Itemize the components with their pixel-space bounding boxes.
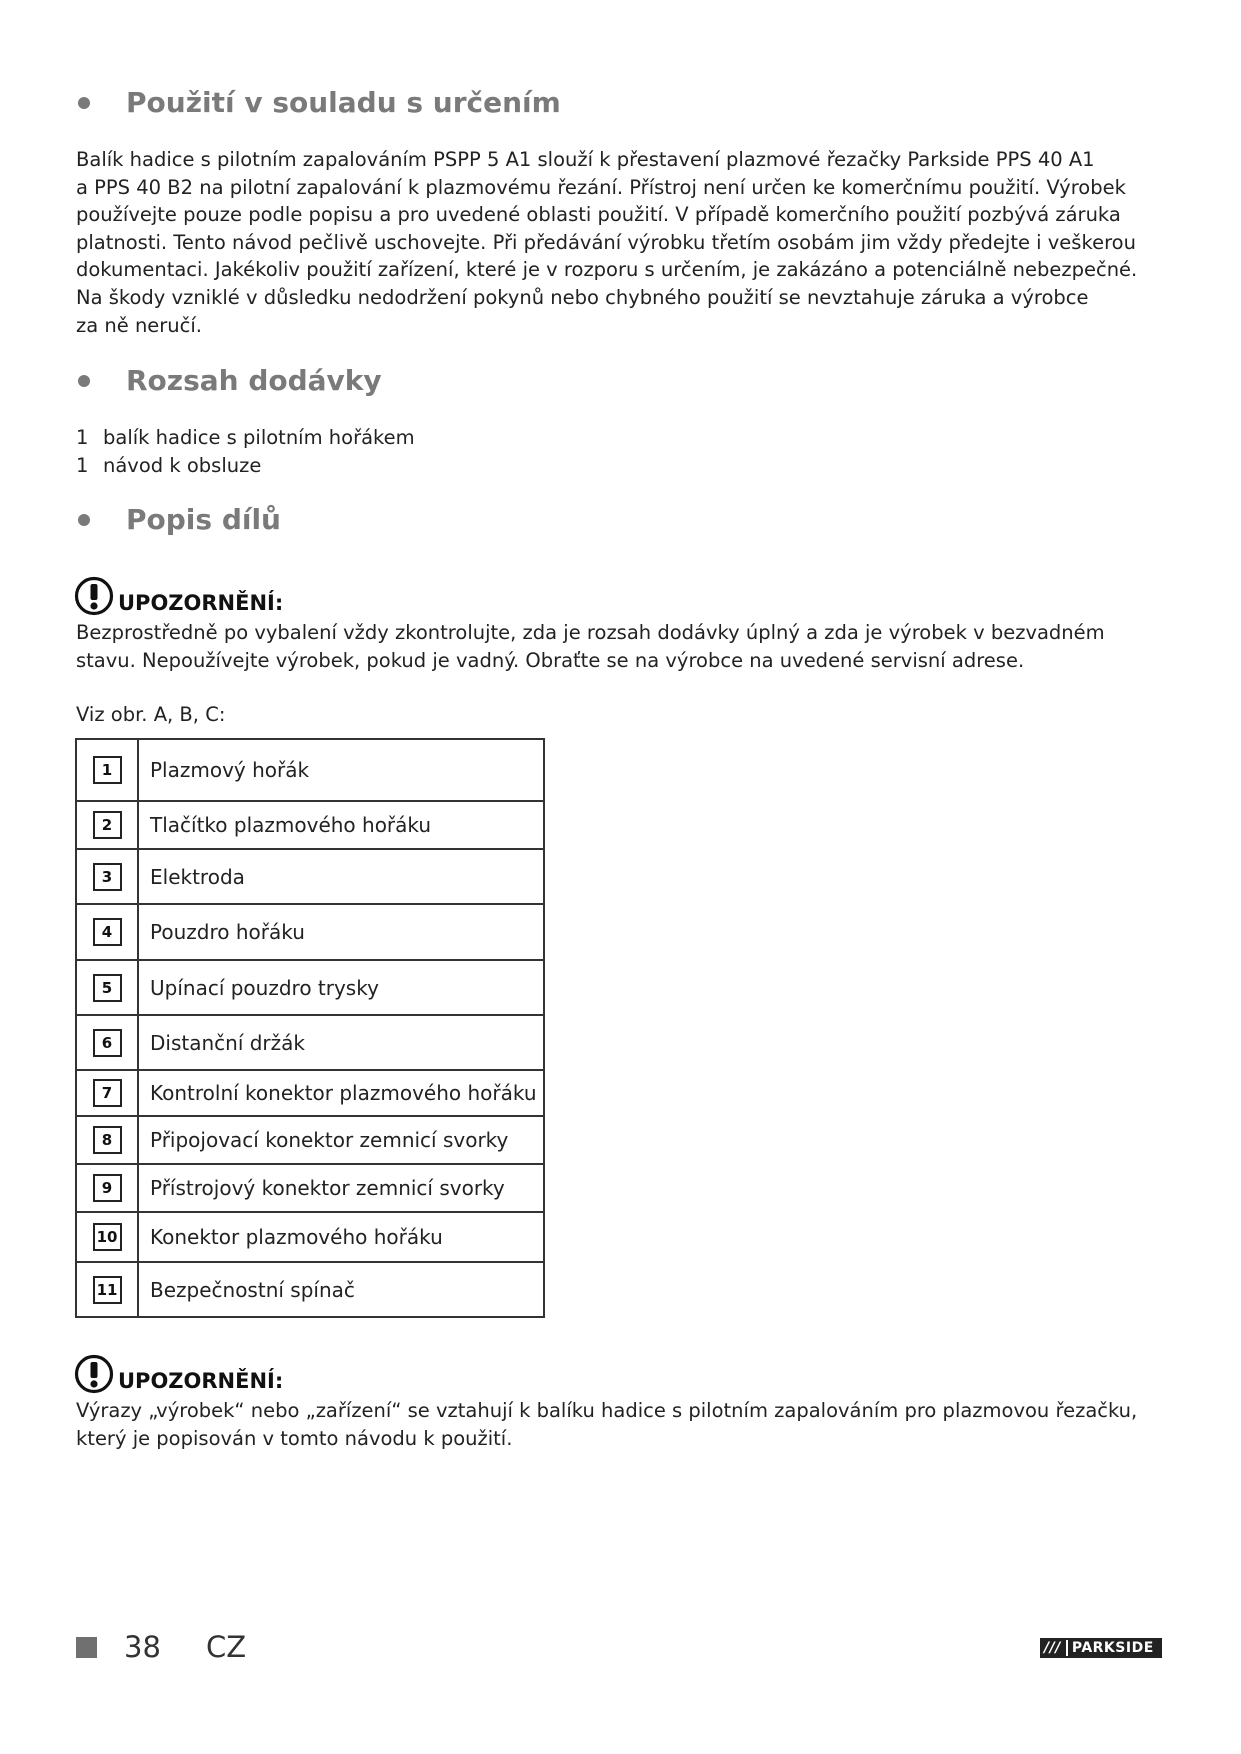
bullet-icon [78, 97, 90, 109]
part-label: Konektor plazmového hořáku [138, 1212, 544, 1262]
part-number-cell [76, 801, 138, 849]
part-number-cell [76, 1212, 138, 1262]
footer-square-icon [76, 1637, 97, 1658]
parts-table [75, 738, 545, 1318]
heading-text: Popis dílů [126, 503, 281, 536]
part-label: Upínací pouzdro trysky [138, 960, 544, 1015]
part-number-cell [76, 1070, 138, 1116]
figure-reference: Viz obr. A, B, C: [76, 703, 226, 726]
warning-exclamation-icon [74, 576, 114, 616]
warning-exclamation-icon [74, 1354, 114, 1394]
warning-text [76, 1397, 1166, 1452]
part-number: 11 [93, 1276, 122, 1304]
part-number: 1 [93, 756, 122, 784]
text-line: Balík hadice s pilotním zapalováním PSPP 5 A1 slouží k přestavení plazmové řezačky Parkside PPS 40 A1 [76, 148, 1095, 171]
part-number-cell [76, 1116, 138, 1164]
part-number: 5 [93, 974, 122, 1002]
warning-heading [74, 1354, 283, 1394]
part-number-cell [76, 849, 138, 904]
text-line: Bezprostředně po vybalení vždy zkontrolujte, zda je rozsah dodávky úplný a zda je výrobek v bezvadném [76, 621, 1105, 644]
delivery-list [76, 424, 415, 480]
text-line: který je popisován v tomto návodu k použití. [76, 1426, 513, 1450]
heading-text: Rozsah dodávky [126, 364, 382, 397]
table-row [76, 1015, 544, 1070]
part-number: 10 [93, 1223, 122, 1251]
language-code: CZ [206, 1630, 247, 1664]
text-line: a PPS 40 B2 na pilotní zapalování k plazmovému řezání. Přístroj není určen ke komerčnímu použití. Výrobek [76, 175, 1126, 199]
part-number-cell [76, 904, 138, 960]
part-number-cell [76, 1262, 138, 1317]
warning-heading [74, 576, 283, 616]
text-line: Na škody vzniklé v důsledku nedodržení pokynů nebo chybného použití se nevztahuje záruka a výrobce [76, 285, 1089, 309]
part-label: Kontrolní konektor plazmového hořáku [138, 1070, 544, 1116]
table-row [76, 904, 544, 960]
table-row [76, 1212, 544, 1262]
table-row [76, 1164, 544, 1212]
table-row [76, 960, 544, 1015]
part-number-cell [76, 1164, 138, 1212]
part-number: 7 [93, 1079, 122, 1107]
text-line: stavu. Nepoužívejte výrobek, pokud je vadný. Obraťte se na výrobce na uvedené servisní adrese. [76, 648, 1025, 672]
warning-title: UPOZORNĚNÍ: [118, 1369, 284, 1393]
part-label: Tlačítko plazmového hořáku [138, 801, 544, 849]
part-number: 6 [93, 1029, 122, 1057]
item-text: návod k obsluze [103, 454, 262, 477]
item-quantity: 1 [76, 426, 89, 449]
part-label: Plazmový hořák [138, 739, 544, 801]
part-number-cell [76, 1015, 138, 1070]
part-label: Elektroda [138, 849, 544, 904]
text-line: Výrazy „výrobek“ nebo „zařízení“ se vztahují k balíku hadice s pilotním zapalováním pro plazmovou řezačku, [76, 1399, 1138, 1422]
part-number: 2 [93, 811, 122, 839]
warning-title: UPOZORNĚNÍ: [118, 591, 284, 615]
part-label: Připojovací konektor zemnicí svorky [138, 1116, 544, 1164]
page-number: 38 [124, 1630, 161, 1664]
list-item [76, 424, 415, 452]
part-label: Bezpečnostní spínač [138, 1262, 544, 1317]
bullet-icon [78, 375, 90, 387]
part-number: 8 [93, 1126, 122, 1154]
part-number: 4 [93, 918, 122, 946]
list-item [76, 452, 415, 480]
heading-text: Použití v souladu s určením [126, 86, 561, 119]
table-row [76, 739, 544, 801]
part-label: Distanční držák [138, 1015, 544, 1070]
table-row [76, 1070, 544, 1116]
warning-text [76, 619, 1166, 674]
table-row [76, 849, 544, 904]
logo-mark: /// [1040, 1640, 1068, 1656]
logo-text: PARKSIDE [1071, 1640, 1154, 1656]
section-heading-intended-use [78, 86, 561, 119]
part-number: 3 [93, 863, 122, 891]
intended-use-paragraph [76, 146, 1166, 339]
part-number-cell [76, 739, 138, 801]
section-heading-parts-description [78, 503, 281, 536]
section-heading-scope-of-delivery [78, 364, 382, 397]
part-label: Přístrojový konektor zemnicí svorky [138, 1164, 544, 1212]
part-number-cell [76, 960, 138, 1015]
table-row [76, 801, 544, 849]
text-line: za ně neručí. [76, 313, 203, 337]
part-number: 9 [93, 1174, 122, 1202]
text-line: používejte pouze podle popisu a pro uvedené oblasti použití. V případě komerčního použití pozbývá záruka [76, 203, 1121, 227]
parkside-logo [1040, 1638, 1162, 1658]
table-row [76, 1116, 544, 1164]
table-row [76, 1262, 544, 1317]
part-label: Pouzdro hořáku [138, 904, 544, 960]
item-quantity: 1 [76, 454, 89, 477]
item-text: balík hadice s pilotním hořákem [103, 426, 415, 449]
text-line: platnosti. Tento návod pečlivě uschovejte. Při předávání výrobku třetím osobám jim vždy předejte i veškerou [76, 230, 1136, 254]
bullet-icon [78, 514, 90, 526]
text-line: dokumentaci. Jakékoliv použití zařízení, které je v rozporu s určením, je zakázáno a potenciálně nebezpečné. [76, 258, 1138, 282]
